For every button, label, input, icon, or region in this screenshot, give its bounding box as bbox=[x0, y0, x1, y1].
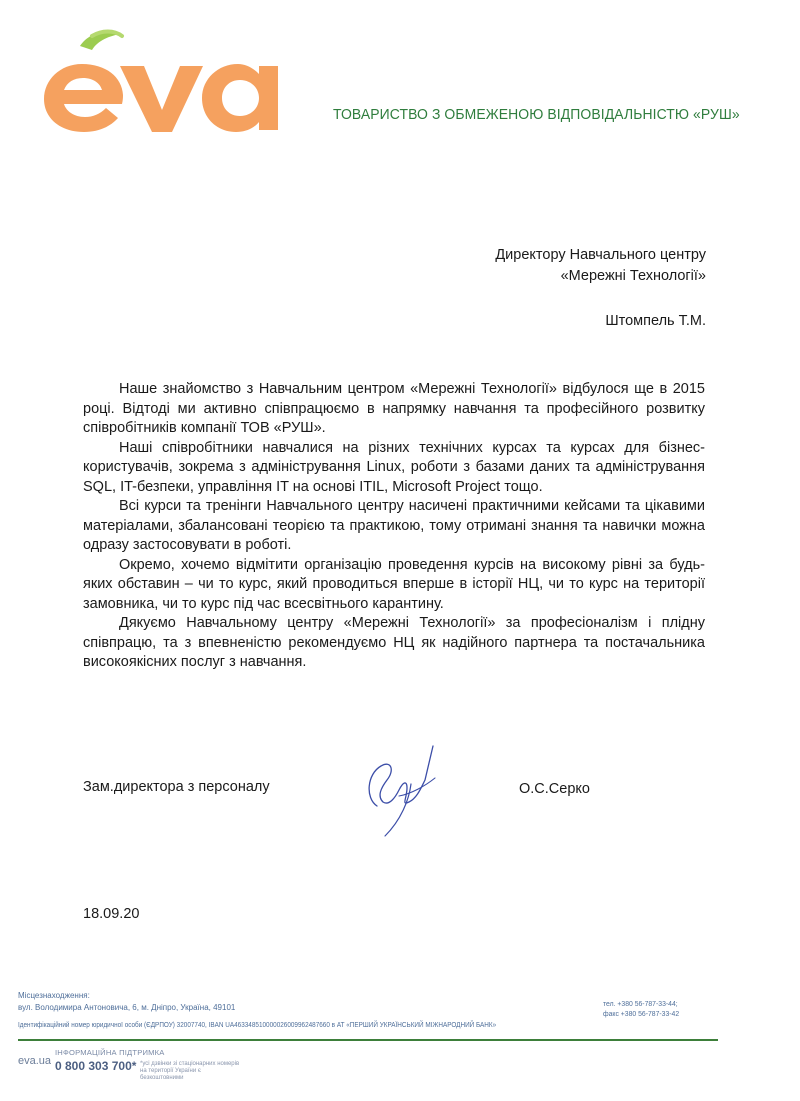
signatory-title: Зам.директора з персоналу bbox=[83, 779, 270, 795]
footer-contacts bbox=[603, 999, 679, 1019]
eva-logo bbox=[40, 28, 280, 133]
handwritten-signature bbox=[355, 740, 455, 840]
letter-date: 18.09.20 bbox=[83, 906, 140, 922]
footer-divider bbox=[18, 1039, 718, 1041]
footer-address: вул. Володимира Антоновича, 6, м. Дніпро, Україна, 49101 bbox=[18, 1003, 236, 1012]
footer-hotline-note: *усі дзвінки зі стаціонарних номерів на території України є безкоштовними bbox=[140, 1061, 240, 1081]
footer-fax: факс +380 56-787-33-42 bbox=[603, 1009, 680, 1018]
addressee-block bbox=[495, 245, 706, 332]
letter-body bbox=[83, 380, 705, 673]
footer-legal-ids: Ідентифікаційний номер юридичної особи (ЄДРПОУ) 32007740, IBAN UA463348510000026009962487660 в АТ «ПЕРШИЙ УКРАЇНСЬКИЙ МІЖНАРОДНИЙ БАНК» bbox=[18, 1020, 497, 1029]
addressee-line-2: «Мережні Технології» bbox=[560, 268, 706, 284]
footer-phone: тел. +380 56-787-33-44; bbox=[603, 999, 678, 1008]
addressee-name: Штомпель Т.М. bbox=[605, 313, 706, 329]
paragraph-4: Окремо, хочемо відмітити організацію проведення курсів на високому рівні за будь-яких обставин – чи то курс, який проводиться вперше в історії НЦ, чи то курс на території замовника, чи то курс під час всесвітнього карантину. bbox=[83, 556, 705, 612]
paragraph-3: Всі курси та тренінги Навчального центру насичені практичними кейсами та цікавими матеріалами, збалансовані теорією та практикою, тому отримані знання та навички можна одразу застосовувати в роботі. bbox=[83, 498, 705, 553]
footer-location-label: Місцезнаходження: bbox=[18, 991, 90, 1000]
paragraph-1: Наше знайомство з Навчальним центром «Мережні Технології» відбулося ще в 2015 році. Відтоді ми активно співпрацюємо в напрямку навчання та професійного розвитку співробітників компанії ТОВ «РУШ». bbox=[83, 381, 705, 436]
addressee-line-1: Директору Навчального центру bbox=[495, 247, 706, 263]
paragraph-5: Дякуємо Навчальному центру «Мережні Технології» за професіоналізм і плідну співпрацю, та з впевненістю рекомендуємо НЦ як надійного партнера та постачальника високоякісних послуг з навчання. bbox=[83, 615, 705, 670]
footer-support-label: ІНФОРМАЦІЙНА ПІДТРИМКА bbox=[55, 1048, 165, 1057]
footer-website: eva.ua bbox=[18, 1055, 52, 1067]
signatory-name: О.С.Серко bbox=[519, 781, 590, 797]
footer-hotline: 0 800 303 700* bbox=[55, 1059, 137, 1073]
paragraph-2: Наші співробітники навчалися на різних технічних курсах та курсах для бізнес-користувачів, зокрема з адміністрування Linux, роботи з базами даних та адміністрування SQL, IT-безпеки, управління IT на основі ITIL, Microsoft Project тощо. bbox=[83, 439, 705, 495]
company-name: ТОВАРИСТВО З ОБМЕЖЕНОЮ ВІДПОВІДАЛЬНІСТЮ «РУШ» bbox=[333, 106, 740, 123]
